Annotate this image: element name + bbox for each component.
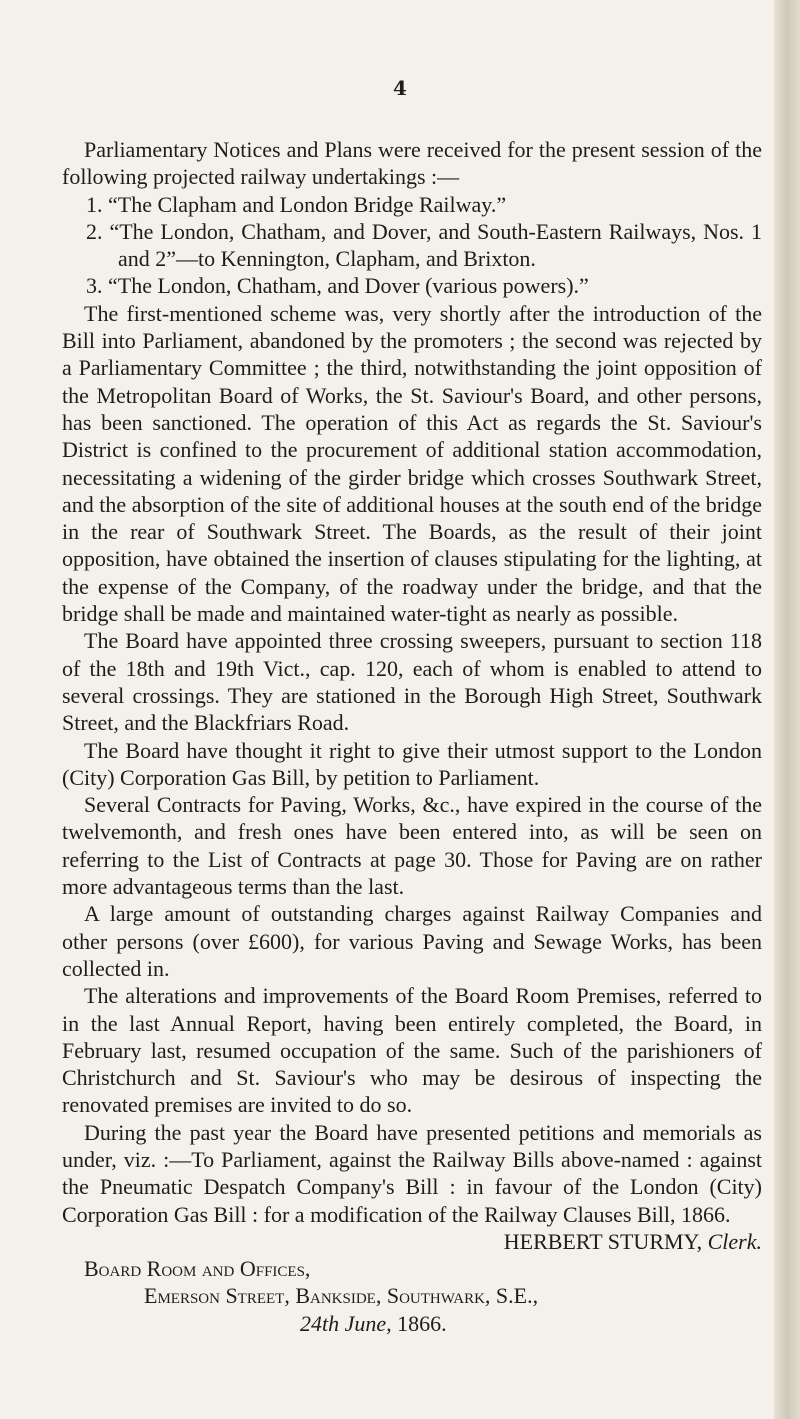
list-item-number: 3. [86, 273, 103, 299]
address-line-2: Emerson Street, Bankside, Southwark, S.E., [144, 1283, 539, 1309]
list-item [62, 272, 762, 299]
paragraph: During the past year the Board have presented petitions and memorials as under, viz. :—To Parliament, against the Railway Bills above-named : against the Pneumatic Despatch Company's Bill : in favour of the London (City) Corporation Gas Bill : for a modification of the Railway Clauses Bill, 1866. [62, 1119, 762, 1227]
list-item-text: “The London, Chatham, and Dover, and South-Eastern Railways, Nos. 1 and 2”—to Kennington, Clapham, and Brixton. [109, 218, 763, 272]
paragraph: The Board have appointed three crossing sweepers, pursuant to section 118 of the 18th and 19th Vict., cap. 120, each of whom is enabled to attend to several crossings. They are stationed in the Borough High Street, Southwark Street, and the Blackfriars Road. [62, 628, 762, 736]
list-item [62, 191, 762, 218]
intro-paragraph: Parliamentary Notices and Plans were received for the present session of the following projected railway undertakings :— [62, 137, 762, 190]
paragraph: A large amount of outstanding charges against Railway Companies and other persons (over £600), for various Paving and Sewage Works, has been collected in. [62, 901, 762, 981]
paragraph: The Board have thought it right to give their utmost support to the London (City) Corporation Gas Bill, by petition to Parliament. [62, 737, 762, 790]
page-edge-shadow [774, 0, 800, 1419]
report-text [62, 136, 762, 1337]
signatory-name: HERBERT STURMY, [503, 1228, 703, 1254]
date-line [62, 1310, 762, 1337]
list-item-text: “The Clapham and London Bridge Railway.” [108, 191, 507, 217]
paragraph: The first-mentioned scheme was, very shortly after the introduction of the Bill into Parliament, abandoned by the promoters ; the second was rejected by a Parliamentary Committee ; the third, notwithstanding the joint opposition of the Metropolitan Board of Works, the St. Saviour's Board, and other persons, has been sanctioned. The operation of this Act as regards the St. Saviour's District is confined to the procurement of additional station accommodation, necessitating a widening of the girder bridge which crosses Southwark Street, and the absorption of the site of additional houses at the south end of the bridge in the rear of Southwark Street. The Boards, as the result of their joint opposition, have obtained the insertion of clauses stipulating for the lighting, at the expense of the Company, of the roadway under the bridge, and that the bridge shall be made and maintained water-tight as nearly as possible. [62, 300, 762, 627]
signatory-title: Clerk. [707, 1228, 762, 1254]
date-year: 1866. [397, 1310, 447, 1336]
list-item-number: 1. [86, 191, 103, 217]
date-day: 24th June, [300, 1310, 392, 1336]
list-item-number: 2. [86, 218, 103, 244]
list-item-text: “The London, Chatham, and Dover (various powers).” [108, 273, 589, 299]
paragraph: The alterations and improvements of the Board Room Premises, referred to in the last Annual Report, having been entirely completed, the Board, in February last, resumed occupation of the same. Such of the parishioners of Christchurch and St. Saviour's who may be desirous of inspecting the renovated premises are invited to do so. [62, 983, 762, 1118]
undertakings-list [62, 191, 762, 300]
paragraph: Several Contracts for Paving, Works, &c., have expired in the course of the twelvemonth, and fresh ones have been entered into, as will be seen on referring to the List of Contracts at page 30. Those for Paving are on rather more advantageous terms than the last. [62, 792, 762, 900]
signature [62, 1228, 762, 1255]
page-number: 4 [393, 76, 407, 100]
list-item [62, 218, 762, 273]
address-line-1: Board Room and Offices, [84, 1256, 311, 1282]
